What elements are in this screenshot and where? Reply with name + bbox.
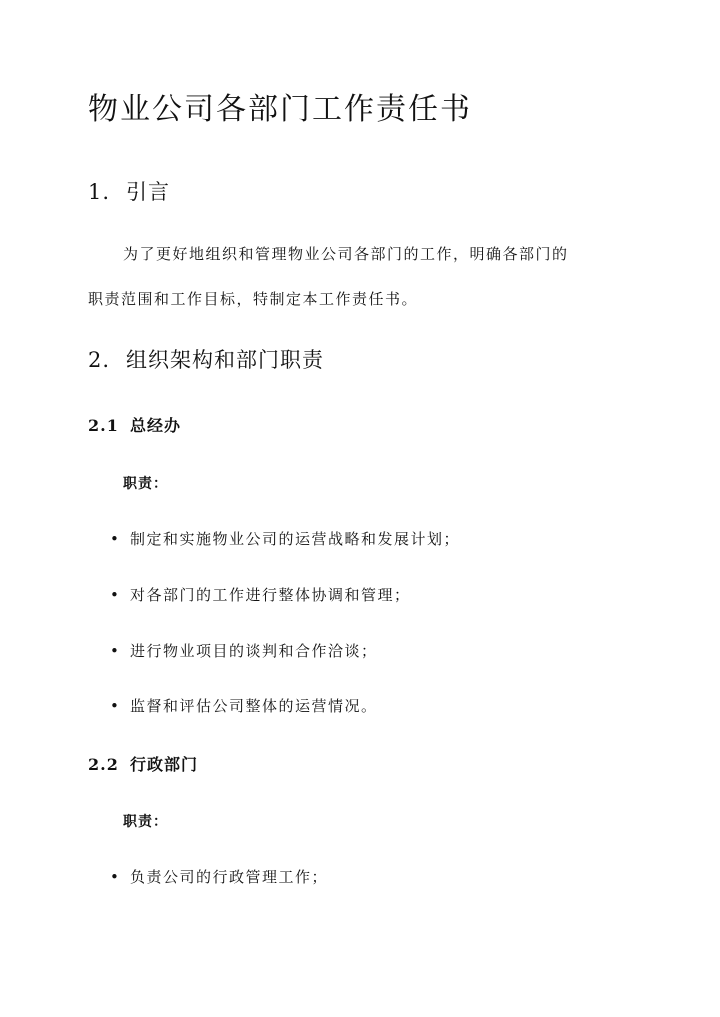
bullet-icon: • [110,868,121,886]
section-2-heading [88,344,324,374]
bullet-icon: • [110,697,121,715]
section-title: 引言 [126,180,170,204]
list-item-text: 进行物业项目的谈判和合作洽谈； [130,642,378,660]
list-item [110,695,670,716]
section-1-heading [88,176,170,206]
list-item-text: 负责公司的行政管理工作； [130,868,329,886]
section-number: 1. [88,180,111,204]
subsection-title: 总经办 [130,416,182,435]
subsection-number: 2.1 [88,416,119,435]
list-item-text: 监督和评估公司整体的运营情况。 [130,697,378,715]
list-item-text: 对各部门的工作进行整体协调和管理； [130,586,411,604]
section-number: 2. [88,348,111,372]
list-item [110,528,670,549]
subsection-2-1-heading [88,413,181,436]
subsection-title: 行政部门 [130,755,199,774]
list-item-text: 制定和实施物业公司的运营战略和发展计划； [130,530,461,548]
bullet-icon: • [110,586,121,604]
bullet-icon: • [110,642,121,660]
intro-paragraph-line-1: 为了更好地组织和管理物业公司各部门的工作，明确各部门的 [123,245,569,263]
document-title: 物业公司各部门工作责任书 [88,92,472,127]
responsibilities-label: 职责： [123,476,168,492]
responsibilities-label: 职责： [123,814,168,830]
section-title: 组织架构和部门职责 [126,348,324,372]
bullet-icon: • [110,530,121,548]
list-item [110,866,670,887]
list-item [110,640,670,661]
subsection-2-2-heading [88,752,198,775]
list-item [110,584,670,605]
intro-paragraph-line-2: 职责范围和工作目标，特制定本工作责任书。 [88,290,419,308]
subsection-number: 2.2 [88,755,119,774]
